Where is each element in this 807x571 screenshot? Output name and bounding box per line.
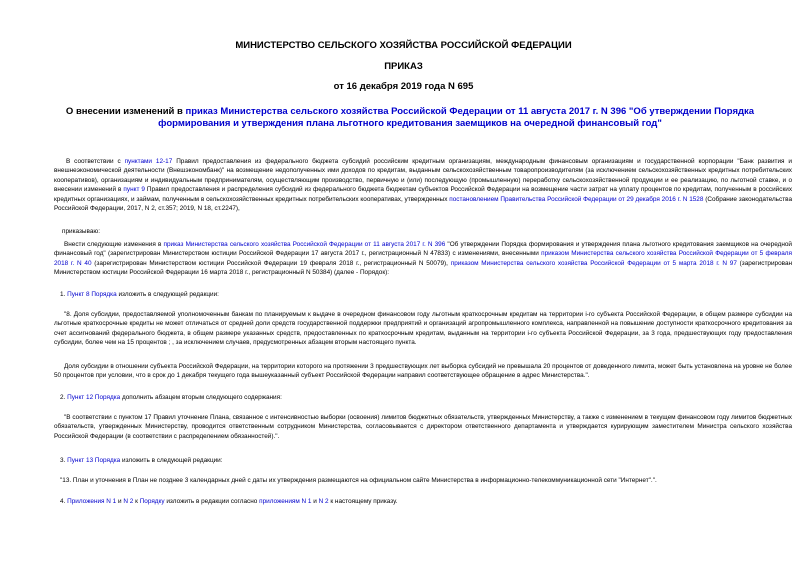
- date-number: от 16 декабря 2019 года N 695: [333, 81, 474, 92]
- quote-item-13: "13. План и уточнения в План не позднее 3 календарных дней с даты их утверждения размещаются на официальном сайте Министерства в информационно-телекоммуникационной сети "Интернет".".: [60, 477, 657, 484]
- link-item-9[interactable]: пункт 9: [123, 186, 145, 194]
- link-order-97[interactable]: приказом Министерства сельского хозяйства Российской Федерации от 5 марта 2018 г. N 97: [450, 259, 737, 267]
- link-order-40[interactable]: приказом Министерства сельского хозяйства Российской Федерации от 5 февраля 2018 г. N 40: [54, 250, 792, 267]
- link-procedure[interactable]: Порядку: [139, 498, 165, 505]
- item-4-text-2: к: [135, 498, 138, 505]
- item-3: [60, 456, 798, 465]
- preamble-text-2: Правил предоставления из федерального бюджета субсидий российским кредитным организациям, международным финансовым организациям и государственной корпорации "Банк развития и внешнеэкономической деятельности (Внешэкономбанк)" на возмещение недополученных ими доходов по кредитам, выданным сельскохозяйственным товаропроизводителям (за исключением сельскохозяйственных кредитных потребительских кооперативов), организациям и индивидуальным предпринимателям, осуществляющим производство, первичную и (или) последующую (промышленную) переработку сельскохозяйственной продукции и ее реализацию, по льготной ставке, и о внесении изменений в: [54, 158, 792, 194]
- item-1-number: 1.: [60, 291, 66, 298]
- link-item-12-order[interactable]: Пункт 12 Порядка: [67, 394, 121, 401]
- document-type: ПРИКАЗ: [384, 61, 423, 72]
- item-4-text-5: к настоящему приказу.: [330, 498, 398, 505]
- order-word: приказываю:: [62, 228, 100, 235]
- amend-text-4: (зарегистрирован Министерством юстиции Российской Федерации 16 марта 2018 г., регистрационный N 50384) (далее - Порядок):: [54, 259, 793, 277]
- item-1: [60, 290, 798, 299]
- amend-text-3: (зарегистрирован Министерством юстиции Российской Федерации 19 февраля 2018 г., регистрационный N 50079),: [94, 259, 448, 267]
- preamble-text-3: Правил предоставления и распределения субсидий из федерального бюджета бюджетам субъектов Российской Федерации на возмещение части затрат на уплату процентов по кредитам, полученным в российских кредитных организациях, и займам, полученным в сельскохозяйственных кредитных потребительских кооперативах, утвержденных: [54, 186, 793, 203]
- document-title: [30, 106, 790, 130]
- quote-item-8-paragraph-2: Доля субсидии в отношении субъекта Российской Федерации, на территории которого на протяжении 3 предшествующих лет выборка субсидий не превышала 20 процентов от доведенного лимита, может быть установлена на уровне не более 50 процентов при условии, что в срок до 1 декабря текущего года вышеуказанный субъект Российской Федерации направил соответствующее обращение в адрес Министерства.".: [54, 363, 792, 380]
- link-annexes-1[interactable]: приложениям N 1: [259, 498, 312, 505]
- link-appendix-2[interactable]: N 2: [123, 498, 134, 505]
- item-3-text: изложить в следующей редакции:: [122, 457, 223, 464]
- item-1-text: изложить в следующей редакции:: [118, 291, 219, 298]
- item-3-number: 3.: [60, 457, 66, 464]
- amend-text-2: "Об утверждении Порядка формирования и утверждения плана льготного кредитования заемщиков на очередной финансовый год" (зарегистрирован Министерством юстиции Российской Федерации 17 августа 2017 г., регистрационный N 47833) с изменениями, внесенными: [54, 241, 792, 258]
- link-items-12-17[interactable]: пунктами 12-17: [124, 158, 173, 165]
- preamble-text-1: В соответствии с: [66, 158, 121, 165]
- link-item-13-order[interactable]: Пункт 13 Порядка: [67, 457, 121, 464]
- item-4-number: 4.: [60, 498, 66, 505]
- item-2-number: 2.: [60, 394, 66, 401]
- quote-item-12: "В соответствии с пунктом 17 Правил уточнение Плана, связанное с интенсивностью выборки (освоения) лимитов бюджетных обязательств, утвержденных Министерству, а также с изменением в текущем финансовом году лимитов бюджетных обязательств, утвержденных Министерству, проводится ответственным сотрудником Министерства, согласовывается с директором ответственного департамента и утверждается курирующим заместителем Министра сельского хозяйства Российской Федерации (в соответствии с распределением обязанностей).".: [54, 414, 792, 440]
- item-4: [60, 497, 798, 506]
- link-order-396[interactable]: приказ Министерства сельского хозяйства Российской Федерации от 11 августа 2017 г. N 396: [163, 241, 446, 248]
- item-4-text-3: изложить в редакции согласно: [166, 498, 258, 505]
- preamble-text-4: (Собрание законодательства Российской Федерации, 2017, N 2, ст.357; 2019, N 18, ст.2247),: [54, 195, 793, 213]
- amend-text-1: Внести следующие изменения в: [64, 241, 162, 248]
- ministry-header: МИНИСТЕРСТВО СЕЛЬСКОГО ХОЗЯЙСТВА РОССИЙСКОЙ ФЕДЕРАЦИИ: [235, 40, 572, 51]
- item-2: [60, 393, 798, 402]
- item-4-text-4: и: [313, 498, 317, 505]
- link-annexes-2[interactable]: N 2: [318, 498, 329, 505]
- quote-item-8: "8. Доля субсидии, предоставляемой уполномоченным банкам по планируемым к выдаче в очередном финансовом году льготным краткосрочным кредитам на территории i-го субъекта Российской Федерации, в общем размере субсидии на льготные краткосрочные кредиты не может отличаться от средней доли средств государственной поддержки предприятий и организаций агропромышленного комплекса, направленной на повышение доступности краткосрочного кредитования за счет ассигнований федерального бюджета, в общем размере указанных средств, предоставленных по краткосрочным кредитам, выданным на территории i-го субъекта Российской Федерации, за 3 года, предшествующих году предоставления субсидии, более чем на 15 процентов ; , за исключением случаев, предусмотренных абзацем вторым настоящего пункта.: [54, 311, 792, 347]
- title-link[interactable]: приказ Министерства сельского хозяйства Российской Федерации от 11 августа 2017 г. N 396 "Об утверждении Порядка формирования и утверждения плана льготного кредитования заемщиков на очередной финансовый год": [158, 106, 755, 129]
- title-prefix: О внесении изменений в: [65, 106, 183, 117]
- item-2-text: дополнить абзацем вторым следующего содержания:: [122, 394, 282, 401]
- link-resolution-1528[interactable]: постановлением Правительства Российской Федерации от 29 декабря 2016 г. N 1528: [449, 195, 704, 203]
- preamble-paragraph: [54, 157, 792, 213]
- item-4-text-1: и: [118, 498, 122, 505]
- link-appendix-1[interactable]: Приложения N 1: [67, 498, 117, 505]
- link-item-8-order[interactable]: Пункт 8 Порядка: [67, 291, 117, 298]
- amendments-paragraph: [54, 240, 792, 278]
